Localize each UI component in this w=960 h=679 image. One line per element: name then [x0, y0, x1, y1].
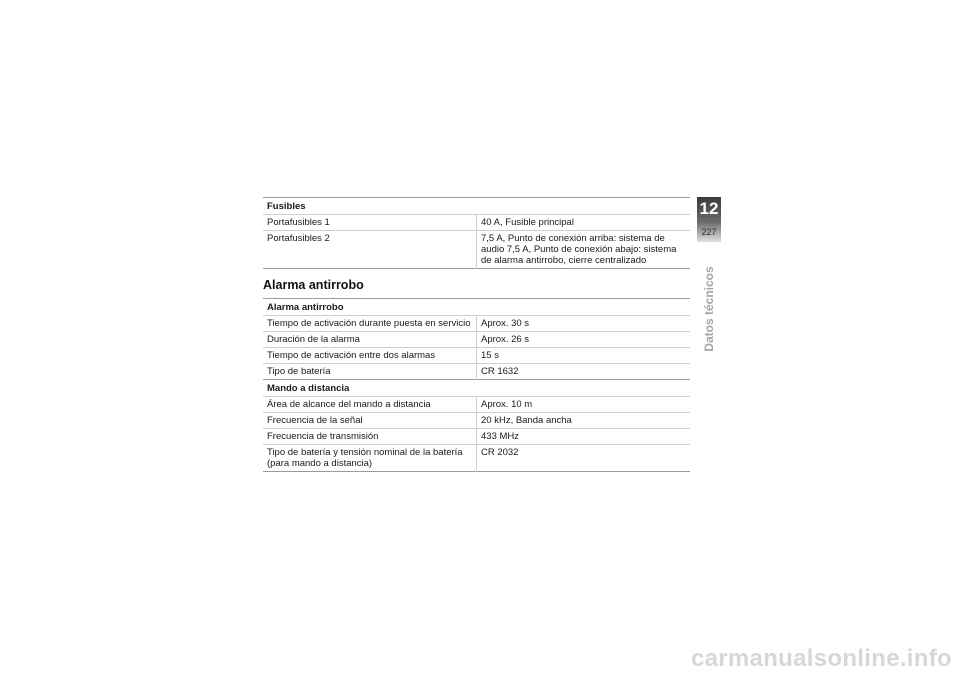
chapter-tab	[697, 197, 721, 242]
table-header	[263, 299, 690, 316]
chapter-number: 12	[699, 199, 719, 218]
table-row	[263, 215, 690, 231]
fuses-header: Fusibles	[267, 201, 306, 212]
table-row	[263, 231, 690, 269]
fuses-table	[263, 197, 690, 269]
section-title: Alarma antirrobo	[263, 278, 364, 292]
row-label: Duración de la alarma	[263, 332, 477, 348]
row-value: CR 1632	[477, 364, 691, 380]
row-label: Portafusibles 1	[263, 215, 477, 231]
table-header	[263, 380, 690, 397]
table-row	[263, 429, 690, 445]
page-content	[263, 197, 690, 472]
alarm-header: Alarma antirrobo	[267, 302, 344, 313]
row-value: 20 kHz, Banda ancha	[477, 413, 691, 429]
row-value: CR 2032	[477, 445, 691, 472]
row-label: Tiempo de activación durante puesta en servicio	[263, 316, 477, 332]
table-row	[263, 332, 690, 348]
row-label: Tipo de batería	[263, 364, 477, 380]
row-value: Aprox. 10 m	[477, 397, 691, 413]
row-value: 15 s	[477, 348, 691, 364]
chapter-label	[699, 266, 719, 352]
watermark: carmanualsonline.info	[690, 645, 952, 672]
row-value: 40 A, Fusible principal	[477, 215, 691, 231]
table-header	[263, 198, 690, 215]
row-value: 7,5 A, Punto de conexión arriba: sistema de audio 7,5 A, Punto de conexión abajo: sistema de alarma antirrobo, cierre centralizado	[477, 231, 691, 269]
table-row	[263, 445, 690, 472]
chapter-label-text: Datos técnicos	[702, 266, 716, 352]
row-label: Portafusibles 2	[263, 231, 477, 269]
table-row	[263, 413, 690, 429]
remote-header: Mando a distancia	[263, 380, 690, 397]
alarm-table	[263, 298, 690, 472]
row-label: Frecuencia de transmisión	[263, 429, 477, 445]
table-row	[263, 364, 690, 380]
row-label: Tiempo de activación entre dos alarmas	[263, 348, 477, 364]
page-number: 227	[701, 227, 717, 237]
row-label: Área de alcance del mando a distancia	[263, 397, 477, 413]
row-label: Frecuencia de la señal	[263, 413, 477, 429]
row-value: 433 MHz	[477, 429, 691, 445]
table-row	[263, 348, 690, 364]
row-value: Aprox. 30 s	[477, 316, 691, 332]
table-row	[263, 316, 690, 332]
row-label: Tipo de batería y tensión nominal de la batería (para mando a distancia)	[263, 445, 477, 472]
row-value: Aprox. 26 s	[477, 332, 691, 348]
table-row	[263, 397, 690, 413]
